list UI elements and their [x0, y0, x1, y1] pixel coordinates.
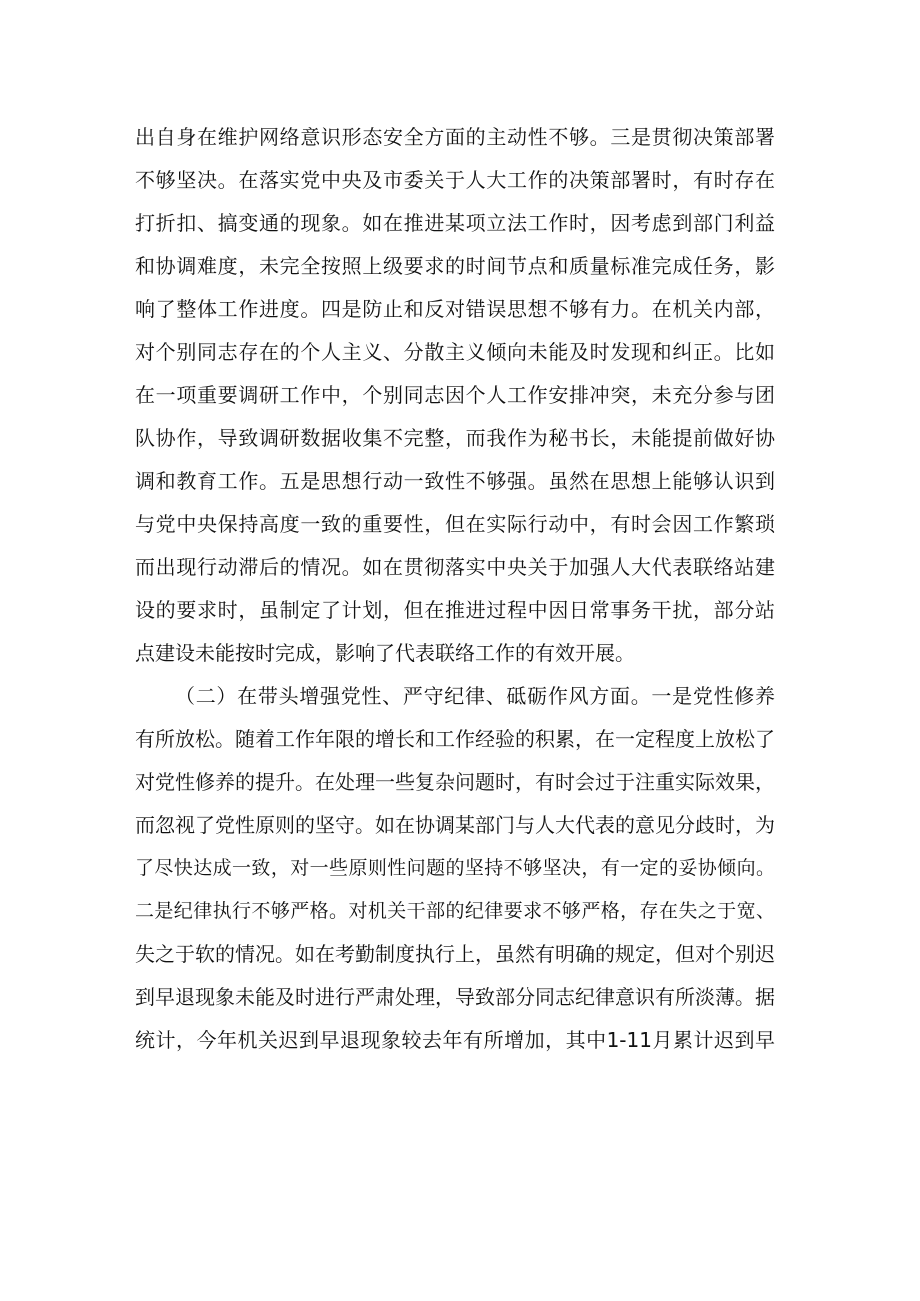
text-line-13: 点建设未能按时完成，影响了代表联络工作的有效开展。 [135, 641, 635, 665]
text-line-15: 有所放松。随着工作年限的增长和工作经验的积累，在一定程度上放松了 [135, 727, 775, 751]
text-line-17: 而忽视了党性原则的坚守。如在协调某部门与人大代表的意见分歧时，为 [135, 813, 775, 837]
text-line-20: 失之于软的情况。如在考勤制度执行上，虽然有明确的规定，但对个别迟 [135, 942, 775, 966]
text-line-18: 了尽快达成一致，对一些原则性问题的坚持不够坚决，有一定的妥协倾向。 [135, 857, 775, 879]
text-line-7: 在一项重要调研工作中，个别同志因个人工作安排冲突，未充分参与团 [135, 383, 775, 407]
text-line-4: 和协调难度，未完全按照上级要求的时间节点和质量标准完成任务，影 [135, 254, 775, 278]
text-line-5: 响了整体工作进度。四是防止和反对错误思想不够有力。在机关内部， [135, 297, 775, 321]
body-text [135, 116, 775, 1062]
text-line-8: 队协作，导致调研数据收集不完整，而我作为秘书长，未能提前做好协 [135, 426, 775, 450]
text-line-2: 不够坚决。在落实党中央及市委关于人大工作的决策部署时，有时存在 [135, 168, 775, 192]
text-line-9: 调和教育工作。五是思想行动一致性不够强。虽然在思想上能够认识到 [135, 469, 775, 493]
text-line-3: 打折扣、搞变通的现象。如在推进某项立法工作时，因考虑到部门利益 [135, 211, 775, 235]
text-line-1: 出自身在维护网络意识形态安全方面的主动性不够。三是贯彻决策部署 [135, 125, 775, 149]
text-line-12: 设的要求时，虽制定了计划，但在推进过程中因日常事务干扰，部分站 [135, 598, 775, 622]
text-line-21: 到早退现象未能及时进行严肃处理，导致部分同志纪律意识有所淡薄。据 [135, 985, 775, 1009]
section-heading-line: （二）在带头增强党性、严守纪律、砥砺作风方面。一是党性修养 [175, 684, 775, 708]
text-line-11: 而出现行动滞后的情况。如在贯彻落实中央关于加强人大代表联络站建 [135, 555, 775, 579]
text-line-19: 二是纪律执行不够严格。对机关干部的纪律要求不够严格，存在失之于宽、 [135, 900, 775, 922]
text-line-16: 对党性修养的提升。在处理一些复杂问题时，有时会过于注重实际效果， [135, 770, 775, 794]
text-line-6: 对个别同志存在的个人主义、分散主义倾向未能及时发现和纠正。比如 [135, 340, 775, 364]
text-line-22: 统计，今年机关迟到早退现象较去年有所增加，其中1-11月累计迟到早 [135, 1028, 775, 1052]
text-line-10: 与党中央保持高度一致的重要性，但在实际行动中，有时会因工作繁琐 [135, 512, 775, 536]
